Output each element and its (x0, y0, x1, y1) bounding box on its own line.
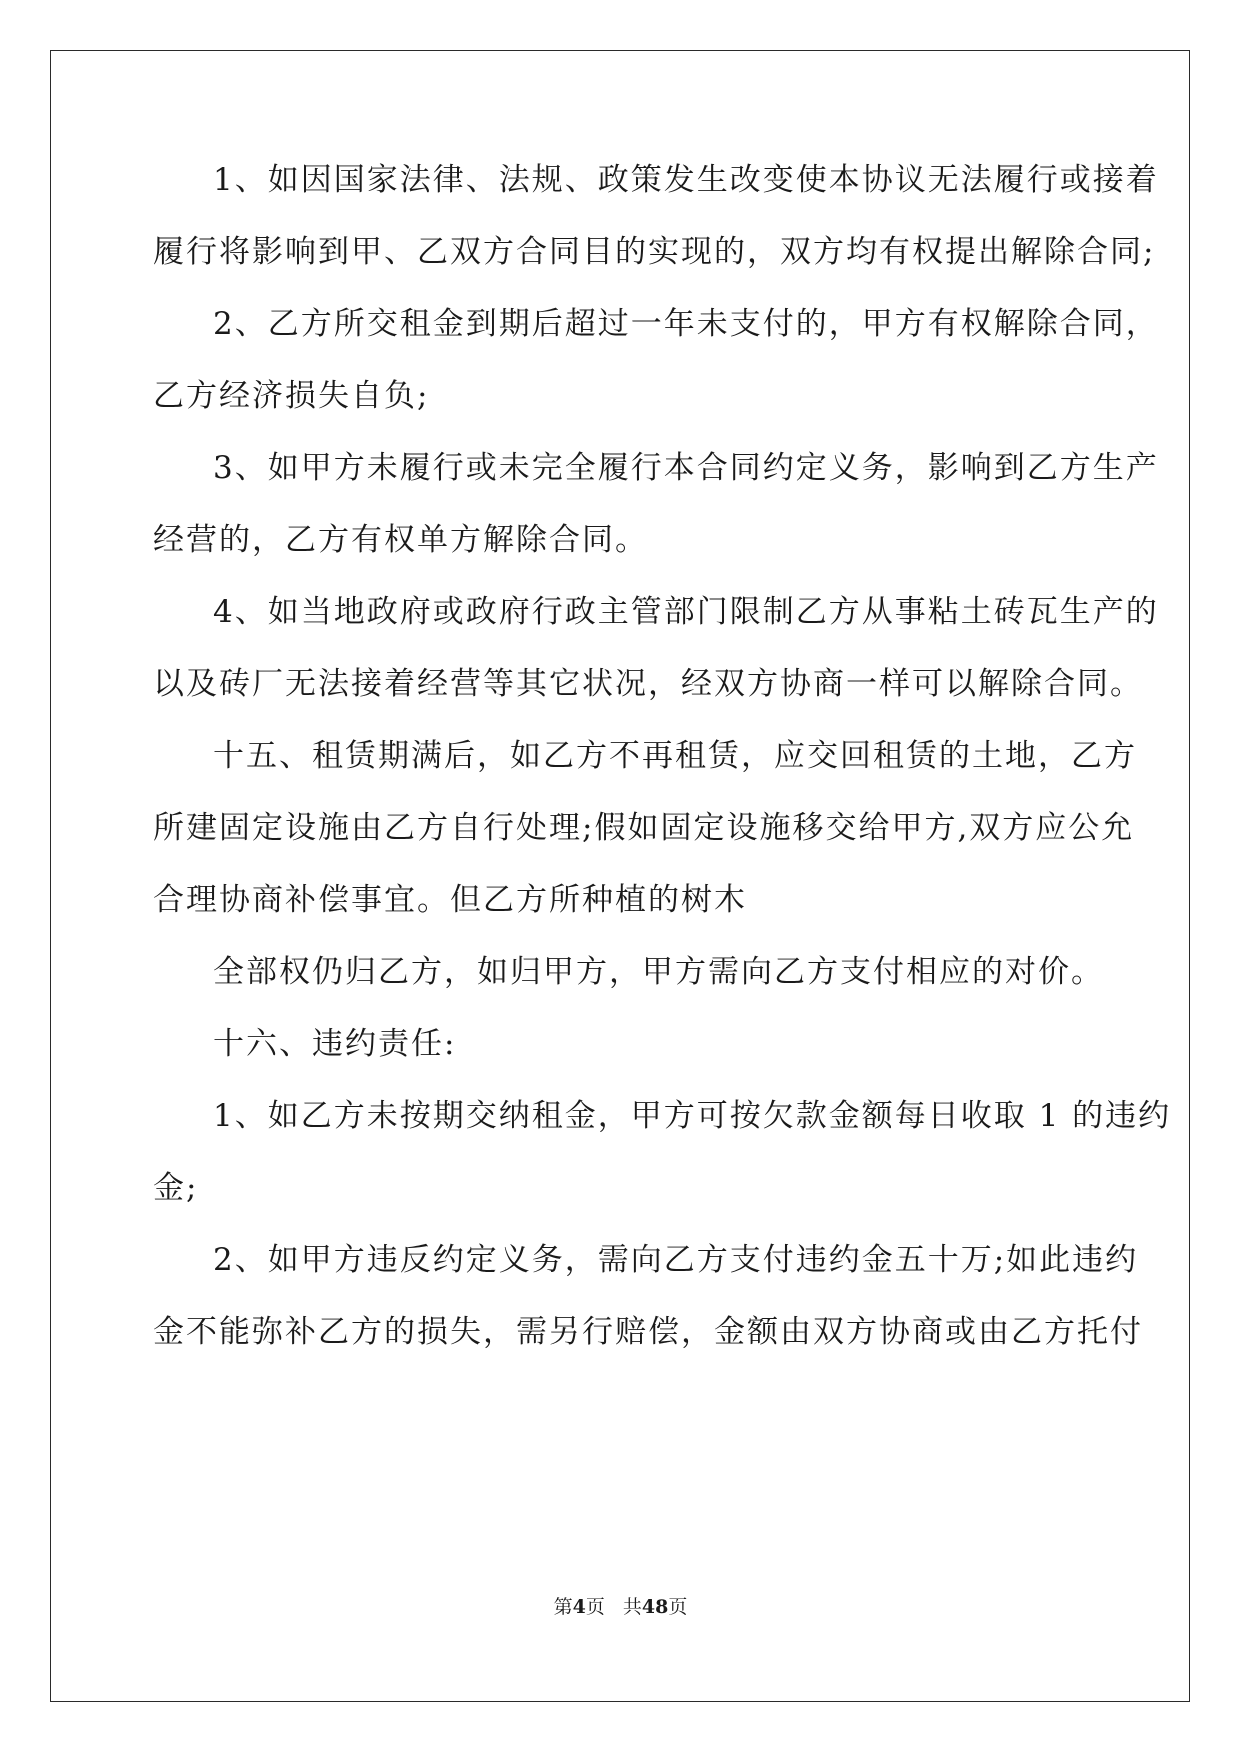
paragraph-line: 4、如当地政府或政府行政主管部门限制乙方从事粘土砖瓦生产的 (213, 594, 1159, 630)
paragraph-line: 2、乙方所交租金到期后超过一年未支付的，甲方有权解除合同， (213, 306, 1159, 342)
paragraph-line: 乙方经济损失自负; (153, 378, 430, 414)
paragraph-line: 金不能弥补乙方的损失，需另行赔偿，金额由双方协商或由乙方托付 (153, 1314, 1143, 1350)
paragraph-line: 履行将影响到甲、乙双方合同目的实现的，双方均有权提出解除合同; (153, 234, 1156, 270)
paragraph-line: 1、如乙方未按期交纳租金，甲方可按欠款金额每日收取 1 的违约 (213, 1098, 1172, 1134)
paragraph-line: 3、如甲方未履行或未完全履行本合同约定义务，影响到乙方生产 (213, 450, 1159, 486)
paragraph-line: 以及砖厂无法接着经营等其它状况，经双方协商一样可以解除合同。 (153, 666, 1143, 702)
paragraph-line: 所建固定设施由乙方自行处理;假如固定设施移交给甲方,双方应公允 (153, 810, 1135, 846)
section-heading: 十六、违约责任: (213, 1026, 457, 1062)
page-prefix: 第 (553, 1596, 573, 1618)
paragraph-line: 2、如甲方违反约定义务，需向乙方支付违约金五十万;如此违约 (213, 1242, 1139, 1278)
page-suffix: 页 (585, 1596, 605, 1618)
paragraph-line: 经营的，乙方有权单方解除合同。 (153, 522, 648, 558)
paragraph-line: 十五、租赁期满后，如乙方不再租赁，应交回租赁的土地，乙方 (213, 738, 1137, 774)
total-prefix: 共 (622, 1596, 642, 1618)
page-border (50, 50, 1190, 1702)
page-footer (0, 1592, 1241, 1619)
paragraph-line: 全部权仍归乙方，如归甲方，甲方需向乙方支付相应的对价。 (213, 954, 1104, 990)
page-number: 4 (572, 1596, 586, 1618)
paragraph-line: 金; (153, 1170, 199, 1206)
total-pages: 48 (641, 1596, 669, 1618)
paragraph-line: 1、如因国家法律、法规、政策发生改变使本协议无法履行或接着 (213, 162, 1159, 198)
paragraph-line: 合理协商补偿事宜。但乙方所种植的树木 (153, 882, 747, 918)
total-suffix: 页 (668, 1596, 688, 1618)
